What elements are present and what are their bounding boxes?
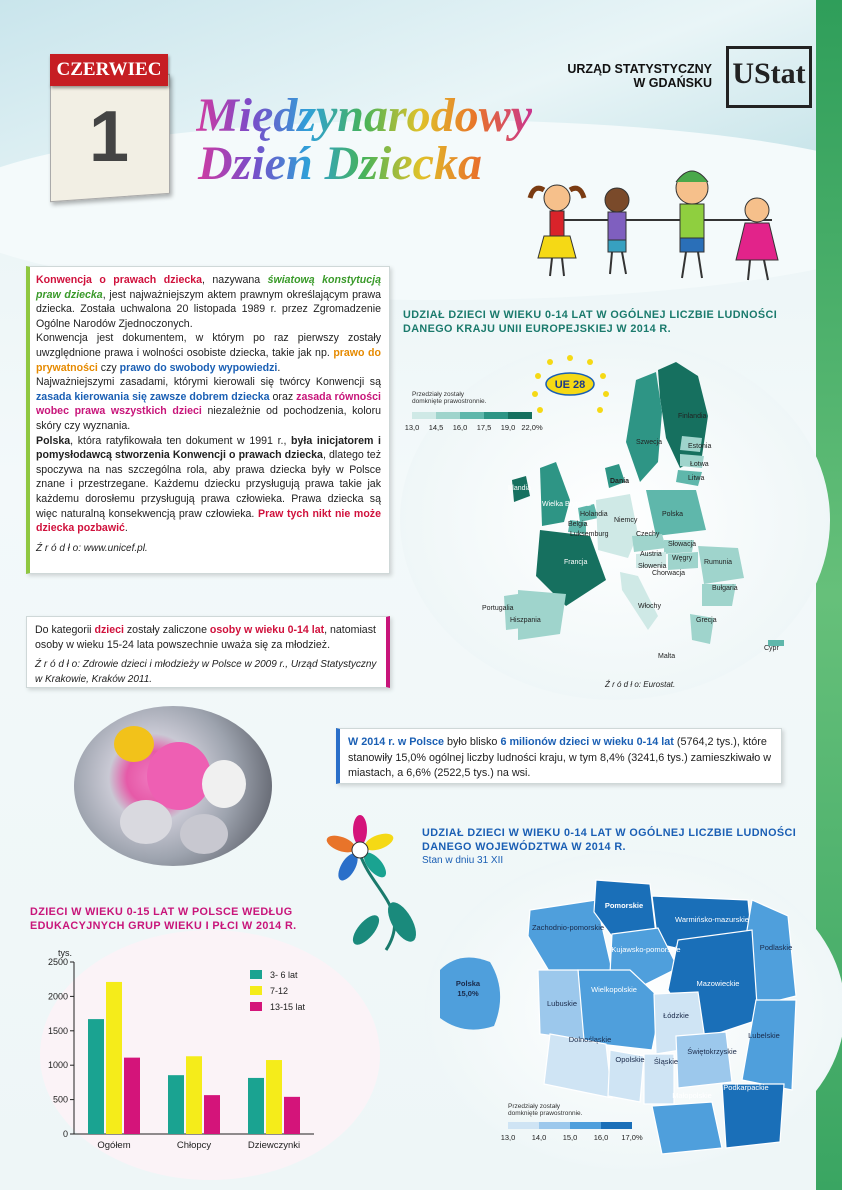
- text-span: zasada kierowania się zawsze dobrem dziecka: [36, 390, 270, 403]
- title-line-2: Dzień Dziecka: [198, 137, 482, 190]
- legend-label-2: 13-15 lat: [270, 1002, 306, 1012]
- label-dolnoslaskie: Dolnośląskie: [568, 1035, 612, 1044]
- label-slowacja: Słowacja: [668, 541, 697, 548]
- text-span: zostały zaliczone: [123, 624, 210, 636]
- poland-info-text: [348, 735, 773, 782]
- label-slaskie: Śląskie: [653, 1057, 679, 1066]
- legend-swatch: [508, 412, 532, 419]
- text-span: Praw tych nikt nie może dziecka pozbawić: [36, 507, 381, 535]
- label-malopolskie: Małopolskie: [672, 1091, 712, 1100]
- calendar-month: CZERWIEC: [50, 54, 168, 86]
- x-category-label: Dziewczynki: [247, 1140, 301, 1151]
- label-lotwa: Łotwa: [690, 461, 709, 468]
- poland-children-info-box: [336, 728, 782, 784]
- ustat-logo: UStat: [726, 46, 812, 108]
- legend-swatch: [508, 1122, 539, 1129]
- bar-2-2: [284, 1097, 300, 1134]
- label-podkarpackie: Podkarpackie: [723, 1083, 769, 1092]
- y-tick-label: 500: [52, 1094, 68, 1105]
- pl-legend-title: Przedziały zostały domknięte prawostronnie.: [508, 1103, 583, 1117]
- legend-swatch: [484, 412, 508, 419]
- label-wielka-brytania: Wielka Brytania: [542, 501, 591, 508]
- legend-tick: 16,0: [452, 423, 468, 432]
- pl-legend: [501, 1122, 643, 1142]
- text-span: .: [277, 361, 281, 374]
- bar-chart-title: DZIECI W WIEKU 0-15 LAT W POLSCE WEDŁUG EDUKACYJNYCH GRUP WIEKU I PŁCI W 2014 R.: [30, 906, 297, 932]
- text-span: 6 milionów dzieci w wieku 0-14 lat: [500, 736, 674, 748]
- label-lodzkie: Łódzkie: [663, 1011, 689, 1020]
- definition-box: [26, 616, 390, 688]
- definition-text: [35, 623, 378, 653]
- y-tick-label: 2000: [47, 991, 68, 1002]
- bar-0-0: [88, 1019, 104, 1134]
- legend-tick: 16,0: [593, 1133, 609, 1142]
- label-cypr: Cypr: [764, 645, 779, 652]
- eu-map-title: [403, 308, 777, 336]
- label-irlandia: Irlandia: [508, 485, 531, 492]
- label-podlaskie: Podlaskie: [759, 943, 793, 952]
- pl-inset-label: Polska: [455, 979, 481, 988]
- bar-chart: [30, 940, 330, 1170]
- text-span: dzieci: [94, 624, 124, 636]
- convention-paragraph-4: [36, 434, 381, 536]
- bar-1-0: [106, 982, 122, 1134]
- label-kujawsko-pomorskie: Kujawsko-pomorskie: [611, 945, 681, 954]
- bar-2-1: [204, 1095, 220, 1134]
- eu-map-title-line-2: DANEGO KRAJU UNII EUROPEJSKIEJ W 2014 R.: [403, 323, 671, 335]
- office-line-2: W GDAŃSKU: [633, 76, 712, 90]
- convention-paragraph-2: [36, 331, 381, 375]
- label-finlandia: Finlandia: [678, 413, 707, 420]
- label-opolskie: Opolskie: [615, 1055, 645, 1064]
- children-illustration: [512, 168, 812, 288]
- bar-1-2: [266, 1060, 282, 1134]
- label-francja: Francja: [564, 559, 588, 566]
- pl-map: [430, 870, 810, 1170]
- region-malopolskie: [652, 1102, 722, 1154]
- calendar-day: 1: [88, 97, 130, 177]
- legend-swatch: [460, 412, 484, 419]
- label-polska: Polska: [662, 511, 684, 518]
- convention-paragraph-1: [36, 273, 381, 331]
- legend-label-0: 3- 6 lat: [270, 970, 298, 980]
- x-category-label: Chłopcy: [176, 1140, 212, 1151]
- text-span: prawo do swobody wypowiedzi: [119, 361, 278, 374]
- label-portugalia: Portugalia: [482, 605, 514, 612]
- text-span: Do kategorii: [35, 624, 95, 636]
- label-slowenia: Słowenia: [638, 563, 667, 570]
- text-span: (5764,2 tys.), które stanowiły 15,0% ogólnej liczby ludności kraju, w tym 8,4% (3241,6 tys.) zamieszkiwało w miastach, a 6,6% (2522,5 tys.) na wsi.: [348, 736, 772, 779]
- label-lubuskie: Lubuskie: [546, 999, 578, 1008]
- text-span: oraz: [269, 390, 297, 403]
- text-span: światową konstytucją praw dziecka: [36, 274, 381, 301]
- pl-map-title-line-1: UDZIAŁ DZIECI W WIEKU 0-14 LAT W OGÓLNEJ LICZBIE LUDNOŚCI: [422, 827, 797, 839]
- label-hiszpania: Hiszpania: [510, 617, 541, 624]
- text-span: .: [124, 522, 128, 535]
- ue28-badge-text: UE 28: [554, 379, 586, 391]
- label-wlochy: Włochy: [638, 603, 661, 610]
- convention-source: Ź r ó d ł o: www.unicef.pl.: [36, 542, 148, 554]
- pl-map-subtitle: Stan w dniu 31 XII: [422, 855, 504, 866]
- legend-swatch: [601, 1122, 632, 1129]
- label-mazowieckie: Mazowieckie: [696, 979, 740, 988]
- label-wegry: Węgry: [672, 555, 693, 562]
- text-span: było blisko: [444, 736, 501, 748]
- pl-inset-value: 15,0%: [457, 989, 479, 998]
- region-swietokrzyskie: [676, 1032, 732, 1088]
- text-span: czy: [97, 361, 120, 374]
- label-zachodniopomorskie: Zachodnio-pomorskie: [531, 923, 605, 932]
- label-grecja: Grecja: [696, 617, 717, 624]
- legend-swatch-1: [250, 986, 262, 995]
- legend-tick: 14,0: [531, 1133, 547, 1142]
- label-szwecja: Szwecja: [636, 439, 663, 446]
- legend-tick: 14,5: [428, 423, 444, 432]
- plush-toys-photo: [74, 706, 272, 866]
- convention-paragraph-3: [36, 375, 381, 433]
- page-title: [196, 89, 532, 190]
- legend-tick: 13,0: [404, 423, 420, 432]
- text-span: , dlatego też spoczywa na nas szczególna rola, aby prawa dziecka były w Polsce znane i przestrzegane. Każdemu dziecku przysługują prawa takie jak każdemu dorosłemu przysługują prawa człowieka. Prawa dziecka są więc naturalną konsekwencją praw człowieka.: [36, 449, 382, 520]
- label-warminsko-mazurskie: Warmińsko-mazurskie: [675, 915, 749, 924]
- label-lubelskie: Lubelskie: [748, 1031, 780, 1040]
- bar-0-2: [248, 1078, 264, 1134]
- text-span: osoby w wieku 0-14 lat: [209, 624, 325, 636]
- legend-swatch: [539, 1122, 570, 1129]
- y-tick-label: 0: [62, 1129, 68, 1139]
- legend-tick: 15,0: [562, 1133, 578, 1142]
- text-span: W 2014 r. w Polsce: [348, 736, 445, 748]
- eu-map-source: Ź r ó d ł o: Eurostat.: [605, 680, 676, 689]
- y-tick-label: 1500: [47, 1025, 68, 1036]
- definition-source: Ź r ó d ł o: Zdrowie dzieci i młodzieży w Polsce w 2009 r., Urząd Statystyczny w Krakowie, Kraków 2011.: [35, 659, 377, 685]
- legend-swatch: [412, 412, 436, 419]
- text-span: Konwencja jest dokumentem, w którym po raz pierwszy zostały uwzględnione prawa i wolności osobiste dziecka, takie jak np.: [36, 332, 381, 359]
- y-axis-label: tys.: [58, 948, 73, 958]
- country-niemcy: [596, 494, 638, 558]
- bar-2-0: [124, 1058, 140, 1134]
- label-swietokrzyskie: Świętokrzyskie: [687, 1047, 737, 1056]
- country-szwecja: [626, 372, 662, 482]
- country-hiszpania: [518, 590, 566, 640]
- label-chorwacja: Chorwacja: [652, 570, 686, 577]
- label-czechy: Czechy: [636, 531, 660, 538]
- legend-tick: 17,5: [476, 423, 492, 432]
- text-span: Polska: [36, 434, 71, 447]
- legend-swatch: [436, 412, 460, 419]
- legend-swatch-2: [250, 1002, 262, 1011]
- y-tick-label: 2500: [47, 957, 68, 967]
- legend-tick: 22,0%: [521, 423, 543, 432]
- title-line-1: Międzynarodowy: [196, 89, 532, 142]
- bar-1-1: [186, 1056, 202, 1134]
- label-litwa: Litwa: [688, 475, 705, 482]
- convention-name: Konwencja o prawach dziecka: [36, 274, 203, 286]
- eu-map: [400, 340, 820, 700]
- text-span: , która ratyfikowała ten dokument w 1991 r.,: [70, 434, 292, 447]
- text-span: , jest najważniejszym aktem prawnym określającym prawa dziecka. Została uchwalona 20 listopada 1989 r. przez Zgromadzenie Ogólne Narodów Zjednoczonych.: [36, 288, 381, 330]
- label-bulgaria: Bułgaria: [712, 585, 738, 592]
- label-rumunia: Rumunia: [704, 559, 733, 566]
- text-span: niezależnie od pochodzenia, koloru skóry czy wyznania.: [36, 405, 381, 432]
- bar-0-1: [168, 1075, 184, 1134]
- legend-swatch-0: [250, 970, 262, 979]
- label-malta: Malta: [658, 653, 676, 660]
- legend-tick: 19,0: [500, 423, 516, 432]
- legend-label-1: 7-12: [270, 986, 289, 996]
- label-austria: Austria: [640, 551, 662, 558]
- label-dania: Dania: [610, 478, 630, 485]
- text-span: zasada równości wobec prawa wszystkich dzieci: [36, 390, 382, 418]
- legend-tick: 17,0%: [621, 1133, 643, 1142]
- label-belgia: Belgia: [568, 521, 588, 528]
- text-span: Najważniejszymi zasadami, którymi kierowali się twórcy Konwencji są: [36, 376, 381, 389]
- text-span: prawo do prywatności: [36, 346, 381, 374]
- label-holandia: Holandia: [580, 511, 608, 518]
- eu-legend-title: Przedziały zostały domknięte prawostronnie.: [412, 391, 487, 405]
- region-podkarpackie: [722, 1084, 784, 1148]
- text-span: była inicjatorem i pomysłodawcą stworzenia Konwencji o prawach dziecka: [36, 434, 381, 462]
- label-niemcy: Niemcy: [614, 517, 638, 524]
- office-name: [567, 62, 712, 90]
- label-pomorskie: Pomorskie: [604, 901, 644, 910]
- pl-map-title-line-2: DANEGO WOJEWÓDZTWA W 2014 R.: [422, 841, 626, 853]
- text-span: , nazywana: [202, 274, 268, 286]
- country-wielka-brytania: [540, 462, 570, 526]
- eu-legend: [405, 412, 543, 432]
- flower-illustration: [312, 810, 424, 960]
- y-tick-label: 1000: [47, 1060, 68, 1071]
- country-wlochy: [620, 572, 658, 630]
- x-category-label: Ogółem: [97, 1140, 131, 1151]
- office-line-1: URZĄD STATYSTYCZNY: [567, 62, 712, 76]
- label-luksemburg: Luksemburg: [570, 531, 609, 538]
- text-span: , natomiast osoby w wieku 15-24 lata powszechnie uważa się za młodzież.: [35, 624, 376, 651]
- legend-tick: 13,0: [500, 1133, 516, 1142]
- calendar-graphic: [44, 48, 174, 198]
- pl-map-title: [422, 826, 796, 868]
- label-wielkopolskie: Wielkopolskie: [591, 985, 637, 994]
- label-estonia: Estonia: [688, 443, 712, 450]
- legend-swatch: [570, 1122, 601, 1129]
- convention-info-box: [26, 266, 390, 574]
- eu-map-title-line-1: UDZIAŁ DZIECI W WIEKU 0-14 LAT W OGÓLNEJ LICZBIE LUDNOŚCI: [403, 309, 778, 321]
